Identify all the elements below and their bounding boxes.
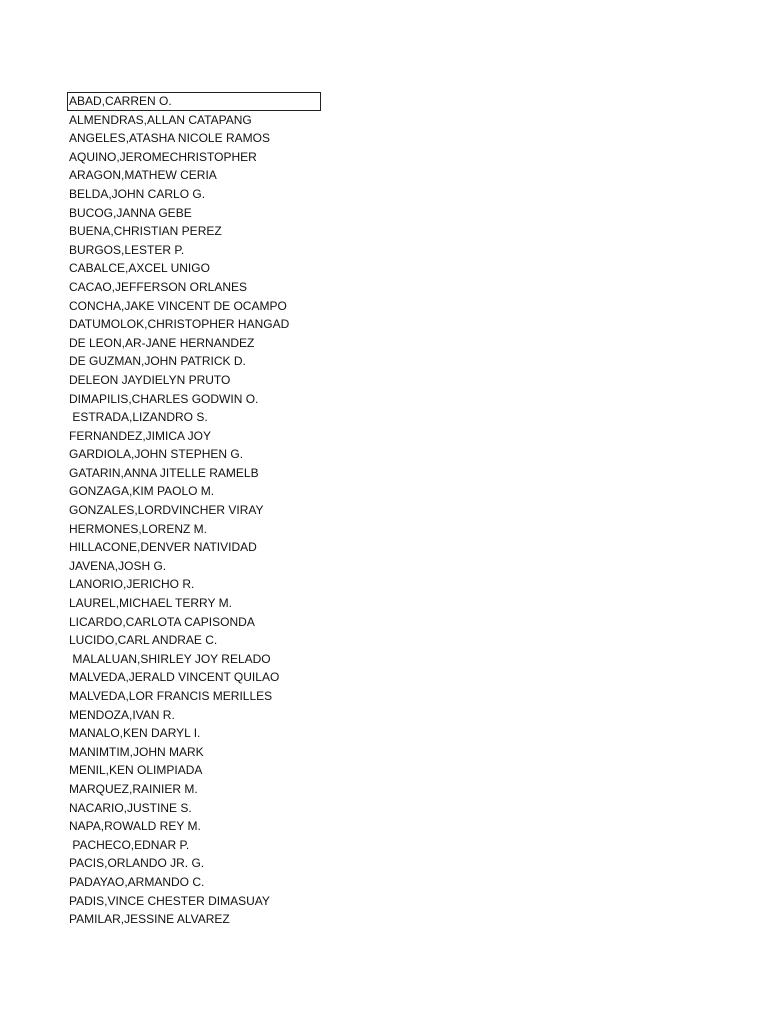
name-cell[interactable]: HERMONES,LORENZ M. xyxy=(69,521,208,536)
name-list xyxy=(67,92,321,929)
name-cell-selected[interactable]: ABAD,CARREN O. xyxy=(67,92,321,111)
name-cell[interactable]: ESTRADA,LIZANDRO S. xyxy=(69,410,208,425)
name-cell[interactable]: PADAYAO,ARMANDO C. xyxy=(69,874,205,889)
name-cell[interactable]: PACIS,ORLANDO JR. G. xyxy=(69,856,205,871)
name-cell[interactable]: MARQUEZ,RAINIER M. xyxy=(69,781,198,796)
name-cell[interactable]: AQUINO,JEROMECHRISTOPHER xyxy=(69,149,257,164)
name-cell[interactable]: CACAO,JEFFERSON ORLANES xyxy=(69,279,248,294)
name-cell[interactable]: DE GUZMAN,JOHN PATRICK D. xyxy=(69,354,246,369)
name-cell[interactable]: CONCHA,JAKE VINCENT DE OCAMPO xyxy=(69,298,287,313)
name-cell[interactable]: NACARIO,JUSTINE S. xyxy=(69,800,192,815)
name-cell[interactable]: DATUMOLOK,CHRISTOPHER HANGAD xyxy=(69,317,290,332)
name-cell[interactable]: MALALUAN,SHIRLEY JOY RELADO xyxy=(69,651,271,666)
name-cell[interactable]: LUCIDO,CARL ANDRAE C. xyxy=(69,633,218,648)
name-cell[interactable]: LAUREL,MICHAEL TERRY M. xyxy=(69,596,232,611)
name-cell[interactable]: PACHECO,EDNAR P. xyxy=(69,837,190,852)
name-cell[interactable]: HILLACONE,DENVER NATIVIDAD xyxy=(69,540,257,555)
name-cell[interactable]: MALVEDA,LOR FRANCIS MERILLES xyxy=(69,689,273,703)
name-cell[interactable]: GONZAGA,KIM PAOLO M. xyxy=(69,484,215,499)
name-cell[interactable]: NAPA,ROWALD REY M. xyxy=(69,819,201,834)
name-cell[interactable]: FERNANDEZ,JIMICA JOY xyxy=(69,428,212,443)
name-cell[interactable]: MENIL,KEN OLIMPIADA xyxy=(69,763,203,778)
name-cell[interactable]: DIMAPILIS,CHARLES GODWIN O. xyxy=(69,391,259,406)
name-cell[interactable]: MENDOZA,IVAN R. xyxy=(69,707,175,722)
name-cell[interactable]: LICARDO,CARLOTA CAPISONDA xyxy=(69,614,255,629)
name-cell[interactable]: CABALCE,AXCEL UNIGO xyxy=(69,261,210,276)
name-cell[interactable]: MALVEDA,JERALD VINCENT QUILAO xyxy=(69,670,280,685)
name-cell[interactable]: MANALO,KEN DARYL I. xyxy=(69,726,201,741)
name-cell[interactable]: PADIS,VINCE CHESTER DIMASUAY xyxy=(69,893,270,908)
name-cell[interactable]: GONZALES,LORDVINCHER VIRAY xyxy=(69,503,264,518)
name-cell[interactable]: DELEON JAYDIELYN PRUTO xyxy=(69,372,231,387)
name-cell[interactable]: LANORIO,JERICHO R. xyxy=(69,577,195,592)
name-cell[interactable]: BURGOS,LESTER P. xyxy=(69,242,185,257)
name-cell[interactable]: DE LEON,AR-JANE HERNANDEZ xyxy=(69,335,255,350)
name-cell[interactable]: ARAGON,MATHEW CERIA xyxy=(69,168,217,183)
name-cell[interactable]: JAVENA,JOSH G. xyxy=(69,558,167,573)
name-cell[interactable]: BUENA,CHRISTIAN PEREZ xyxy=(69,224,222,239)
name-cell[interactable]: ANGELES,ATASHA NICOLE RAMOS xyxy=(69,131,270,146)
name-cell[interactable]: GARDIOLA,JOHN STEPHEN G. xyxy=(69,447,244,462)
name-cell[interactable]: PAMILAR,JESSINE ALVAREZ xyxy=(69,912,230,927)
name-cell[interactable]: MANIMTIM,JOHN MARK xyxy=(69,744,204,759)
name-cell[interactable]: BUCOG,JANNA GEBE xyxy=(69,205,192,220)
name-cell[interactable]: ALMENDRAS,ALLAN CATAPANG xyxy=(69,112,252,127)
name-cell[interactable]: BELDA,JOHN CARLO G. xyxy=(69,186,206,201)
name-cell[interactable]: GATARIN,ANNA JITELLE RAMELB xyxy=(69,465,259,480)
